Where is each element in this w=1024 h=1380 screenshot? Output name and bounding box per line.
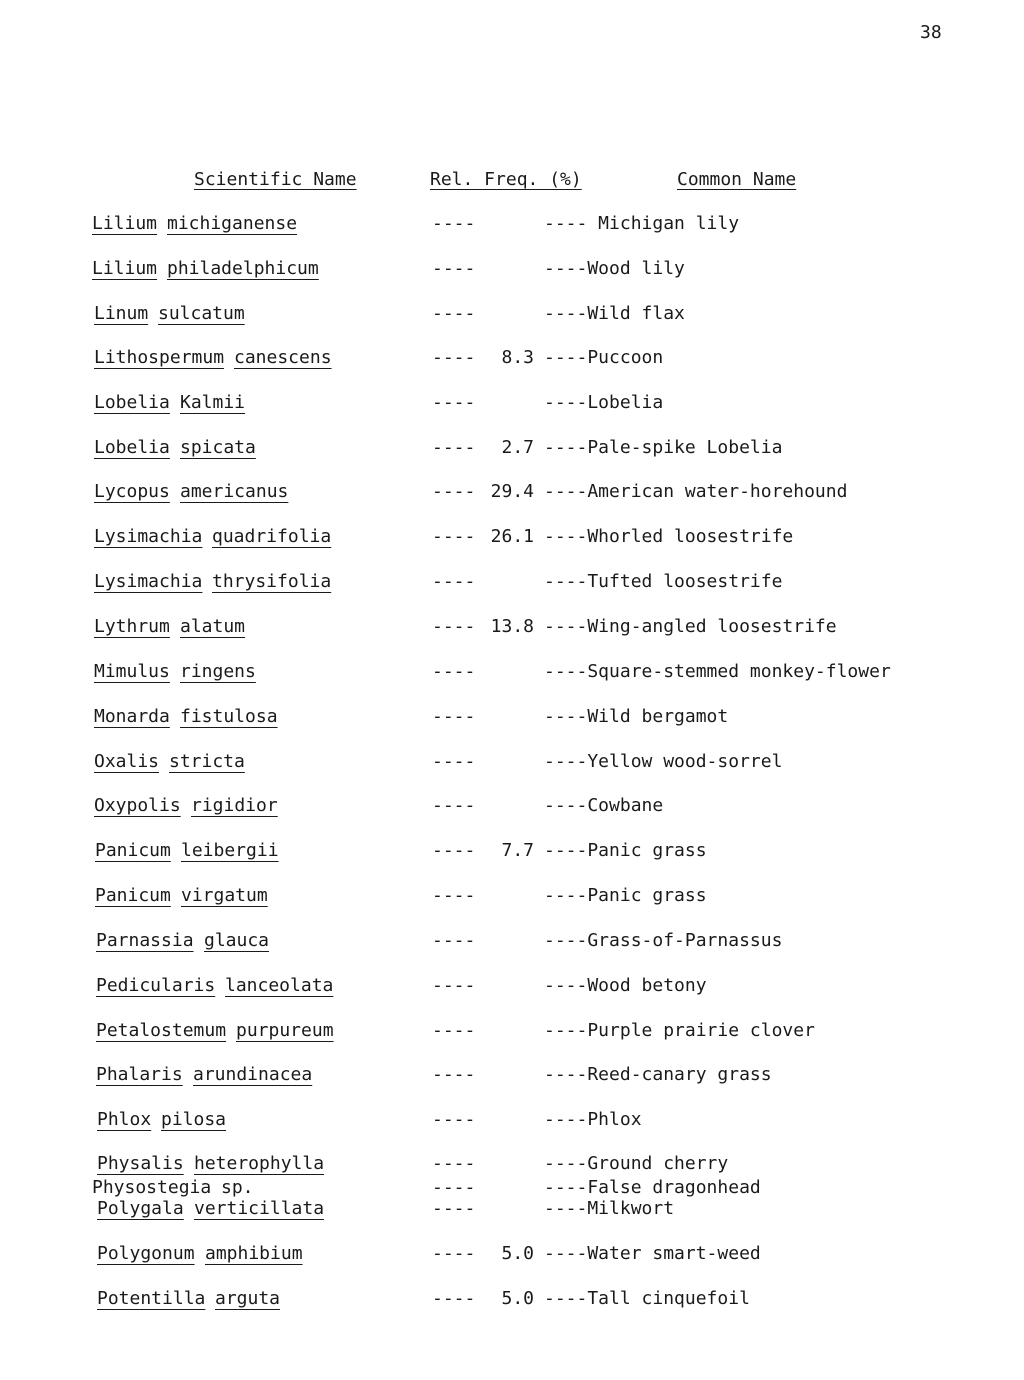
relative-frequency: 2.7 — [501, 437, 534, 458]
scientific-species: stricta — [169, 751, 245, 772]
relative-frequency: 8.3 — [501, 347, 534, 368]
frequency-dash: ---- — [432, 751, 476, 772]
common-name: ----Tall cinquefoil — [544, 1288, 750, 1309]
relative-frequency: 7.7 — [501, 840, 534, 861]
common-name: ----Wing-angled loosestrife — [544, 616, 837, 637]
common-name: ----Milkwort — [544, 1198, 675, 1219]
scientific-genus: Parnassia — [96, 930, 194, 951]
scientific-genus: Lysimachia — [94, 526, 203, 547]
relative-frequency: 5.0 — [501, 1288, 534, 1309]
common-name: ----Lobelia — [544, 392, 664, 413]
scientific-genus: Phlox — [97, 1109, 152, 1130]
scientific-genus: Lithospermum — [94, 347, 225, 368]
frequency-dash: ---- — [432, 616, 476, 637]
scientific-species: glauca — [204, 930, 270, 951]
scientific-genus: Oxalis — [94, 751, 160, 772]
frequency-dash: ---- — [432, 1153, 476, 1174]
scientific-genus: Petalostemum — [96, 1020, 227, 1041]
common-name: ----Puccoon — [544, 347, 664, 368]
frequency-dash: ---- — [432, 571, 476, 592]
table-row — [0, 929, 1024, 953]
scientific-species: philadelphicum — [167, 258, 319, 279]
scientific-species: lanceolata — [225, 975, 334, 996]
scientific-species: purpureum — [236, 1020, 334, 1041]
frequency-dash: ---- — [432, 795, 476, 816]
table-row — [0, 1019, 1024, 1043]
scientific-genus: Lilium — [92, 258, 158, 279]
table-row — [0, 257, 1024, 281]
frequency-dash: ---- — [432, 661, 476, 682]
common-name: ----American water-horehound — [544, 481, 848, 502]
common-name: ----Yellow wood-sorrel — [544, 751, 783, 772]
common-name: ----False dragonhead — [544, 1177, 761, 1198]
relative-frequency: 26.1 — [490, 526, 534, 547]
scientific-genus: Mimulus — [94, 661, 170, 682]
common-name: ----Panic grass — [544, 885, 707, 906]
frequency-dash: ---- — [432, 481, 476, 502]
scientific-species: sp. — [221, 1177, 254, 1198]
table-row — [0, 1287, 1024, 1311]
header-common-name: Common Name — [677, 169, 797, 190]
table-row — [0, 480, 1024, 504]
scientific-species: quadrifolia — [212, 526, 332, 547]
frequency-dash: ---- — [432, 1243, 476, 1264]
frequency-dash: ---- — [432, 392, 476, 413]
scientific-species: canescens — [234, 347, 332, 368]
table-row — [0, 436, 1024, 460]
frequency-dash: ---- — [432, 1020, 476, 1041]
scientific-species: arundinacea — [193, 1064, 313, 1085]
scientific-species: michiganense — [167, 213, 298, 234]
common-name: ----Wood betony — [544, 975, 707, 996]
table-row — [0, 570, 1024, 594]
common-name: ----Water smart-weed — [544, 1243, 761, 1264]
scientific-genus: Oxypolis — [94, 795, 181, 816]
relative-frequency: 5.0 — [501, 1243, 534, 1264]
table-row — [0, 1063, 1024, 1087]
scientific-species: spicata — [180, 437, 256, 458]
scientific-genus: Lobelia — [94, 392, 170, 413]
scientific-genus: Lilium — [92, 213, 158, 234]
scientific-species: ringens — [180, 661, 256, 682]
scientific-genus: Lysimachia — [94, 571, 203, 592]
table-row — [0, 884, 1024, 908]
scientific-genus: Polygala — [97, 1198, 184, 1219]
table-row — [0, 346, 1024, 370]
common-name: ----Tufted loosestrife — [544, 571, 783, 592]
table-row — [0, 705, 1024, 729]
frequency-dash: ---- — [432, 213, 476, 234]
scientific-genus: Pedicularis — [96, 975, 216, 996]
table-row — [0, 1108, 1024, 1132]
frequency-dash: ---- — [432, 840, 476, 861]
common-name: ---- Michigan lily — [544, 213, 740, 234]
scientific-genus: Panicum — [95, 840, 171, 861]
table-row — [0, 525, 1024, 549]
frequency-dash: ---- — [432, 930, 476, 951]
scientific-species: alatum — [180, 616, 246, 637]
table-row — [0, 391, 1024, 415]
common-name: ----Wood lily — [544, 258, 685, 279]
frequency-dash: ---- — [432, 706, 476, 727]
common-name: ----Wild bergamot — [544, 706, 729, 727]
scientific-genus: Lythrum — [94, 616, 170, 637]
scientific-species: thrysifolia — [212, 571, 332, 592]
table-row — [0, 212, 1024, 236]
scientific-genus: Lycopus — [94, 481, 170, 502]
frequency-dash: ---- — [432, 347, 476, 368]
frequency-dash: ---- — [432, 1288, 476, 1309]
scientific-genus: Phalaris — [96, 1064, 183, 1085]
frequency-dash: ---- — [432, 526, 476, 547]
table-row — [0, 750, 1024, 774]
frequency-dash: ---- — [432, 303, 476, 324]
common-name: ----Wild flax — [544, 303, 685, 324]
scientific-species: sulcatum — [158, 303, 245, 324]
relative-frequency: 29.4 — [490, 481, 534, 502]
common-name: ----Reed-canary grass — [544, 1064, 772, 1085]
common-name: ----Cowbane — [544, 795, 664, 816]
scientific-species: heterophylla — [194, 1153, 325, 1174]
header-scientific-name: Scientific Name — [194, 169, 357, 190]
scientific-species: Kalmii — [180, 392, 246, 413]
frequency-dash: ---- — [432, 885, 476, 906]
scientific-genus: Lobelia — [94, 437, 170, 458]
frequency-dash: ---- — [432, 1198, 476, 1219]
scientific-species: pilosa — [161, 1109, 227, 1130]
frequency-dash: ---- — [432, 975, 476, 996]
table-row — [0, 1242, 1024, 1266]
scientific-species: fistulosa — [180, 706, 278, 727]
table-row — [0, 615, 1024, 639]
scientific-species: americanus — [180, 481, 289, 502]
common-name: ----Square-stemmed monkey-flower — [544, 661, 891, 682]
relative-frequency: 13.8 — [490, 616, 534, 637]
table-row — [0, 660, 1024, 684]
scientific-genus: Linum — [94, 303, 149, 324]
scientific-species: arguta — [215, 1288, 281, 1309]
common-name: ----Whorled loosestrife — [544, 526, 794, 547]
scientific-genus: Potentilla — [97, 1288, 206, 1309]
table-row — [0, 974, 1024, 998]
scientific-genus: Physalis — [97, 1153, 184, 1174]
table-row — [0, 839, 1024, 863]
scientific-genus: Panicum — [95, 885, 171, 906]
common-name: ----Phlox — [544, 1109, 642, 1130]
frequency-dash: ---- — [432, 1177, 476, 1198]
header-relative-frequency: Rel. Freq. (%) — [430, 169, 582, 190]
table-row — [0, 1197, 1024, 1221]
page-number: 38 — [920, 22, 942, 43]
scientific-species: virgatum — [181, 885, 268, 906]
table-row — [0, 794, 1024, 818]
frequency-dash: ---- — [432, 1064, 476, 1085]
scientific-species: rigidior — [191, 795, 278, 816]
frequency-dash: ---- — [432, 437, 476, 458]
scientific-species: amphibium — [205, 1243, 303, 1264]
table-row — [0, 1152, 1024, 1176]
common-name: ----Grass-of-Parnassus — [544, 930, 783, 951]
common-name: ----Pale-spike Lobelia — [544, 437, 783, 458]
scientific-genus: Physostegia — [92, 1177, 212, 1198]
common-name: ----Panic grass — [544, 840, 707, 861]
scientific-species: verticillata — [194, 1198, 325, 1219]
frequency-dash: ---- — [432, 1109, 476, 1130]
common-name: ----Purple prairie clover — [544, 1020, 815, 1041]
scientific-genus: Monarda — [94, 706, 170, 727]
frequency-dash: ---- — [432, 258, 476, 279]
scientific-species: leibergii — [181, 840, 279, 861]
common-name: ----Ground cherry — [544, 1153, 729, 1174]
scientific-genus: Polygonum — [97, 1243, 195, 1264]
table-row — [0, 302, 1024, 326]
